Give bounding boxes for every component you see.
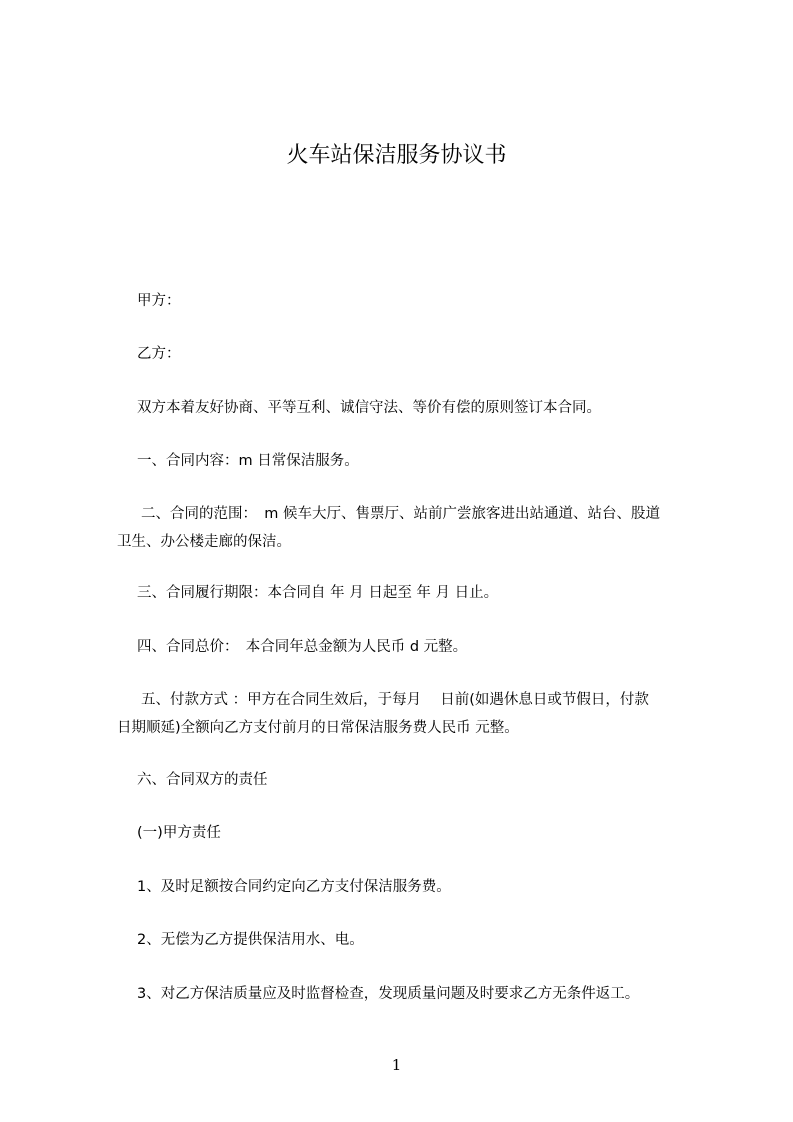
party-a-line: 甲方： [137,293,181,309]
party-a-item-2: 2、无偿为乙方提供保洁用水、电。 [137,932,364,948]
page-number: 1 [391,1056,402,1074]
clause-3-term: 三、合同履行期限：本合同自 年 月 日起至 年 月 日止。 [137,585,499,601]
preamble-paragraph: 双方本着友好协商、平等互利、诚信守法、等价有偿的原则签订本合同。 [137,400,601,416]
clause-1-contract-content: 一、合同内容：m 日常保洁服务。 [137,453,359,469]
party-a-item-3: 3、对乙方保洁质量应及时监督检查，发现质量问题及时要求乙方无条件返工。 [137,986,640,1002]
clause-2-scope-line-1: 二、合同的范围： m 候车大厅、售票厅、站前广尝旅客进出站通道、站台、股道 [141,506,660,522]
clause-6-responsibilities: 六、合同双方的责任 [137,772,268,788]
party-b-line: 乙方： [137,346,181,362]
clause-5-payment-line-2: 日期顺延)全额向乙方支付前月的日常保洁服务费人民币 元整。 [117,720,519,736]
clause-6-1-party-a-responsibilities: (一)甲方责任 [137,825,221,841]
clause-2-scope-line-2: 卫生、办公楼走廊的保洁。 [117,534,291,550]
party-a-item-1: 1、及时足额按合同约定向乙方支付保洁服务费。 [137,879,451,895]
document-title: 火车站保洁服务协议书 [286,143,507,168]
clause-5-payment-line-1: 五、付款方式 ：甲方在合同生效后，于每月 日前(如遇休息日或节假日，付款 [141,692,649,708]
clause-4-total-price: 四、合同总价： 本合同年总金额为人民币 d 元整。 [137,639,468,655]
